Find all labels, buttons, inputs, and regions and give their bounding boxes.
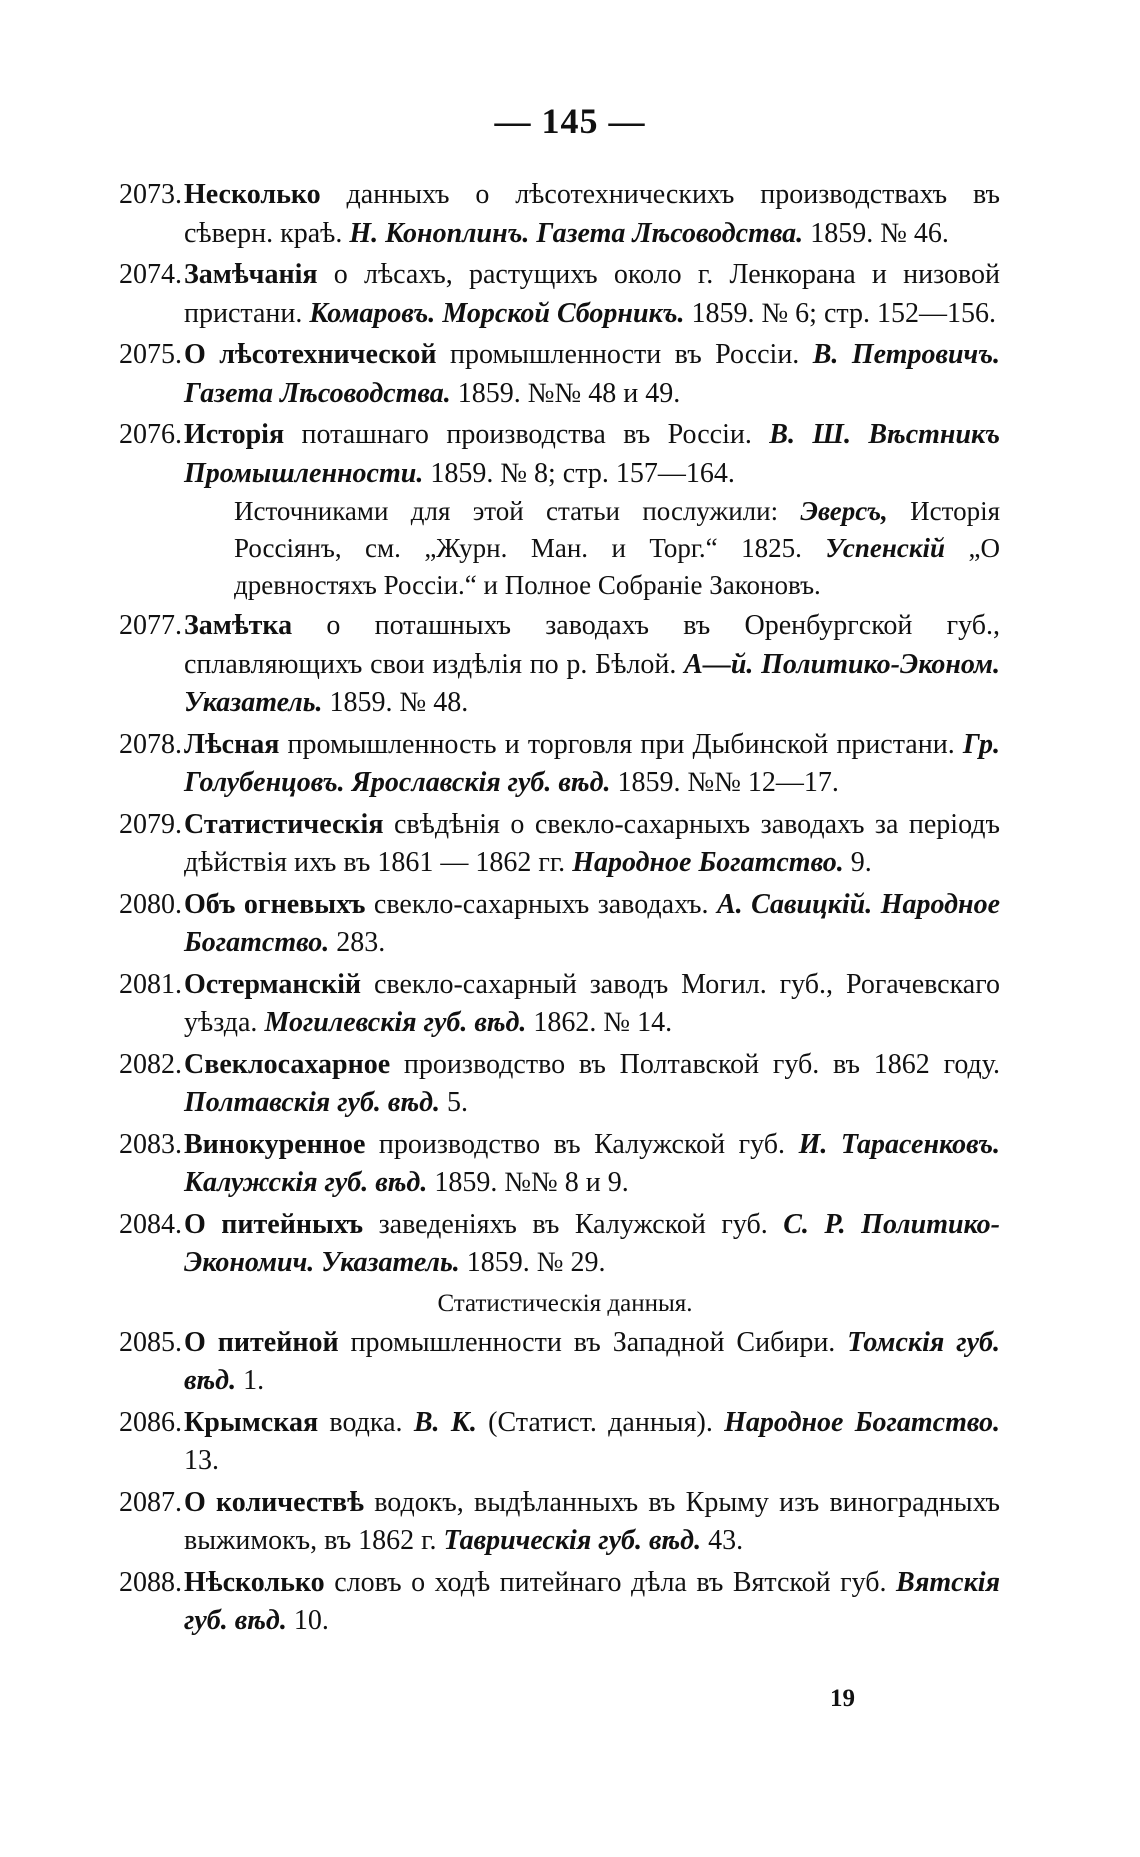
entry-text: о лѣсахъ, растущихъ около г. Ленкорана и низовой пристани. [184, 259, 1000, 329]
entry-2077 [90, 607, 1000, 723]
entry-text: промышленности въ Западной Сибири. [338, 1326, 848, 1358]
entry-title: Объ огневыхъ [184, 888, 366, 920]
entry-source: Таврическія губ. вѣд. [443, 1525, 702, 1556]
note-author: Эверсъ, [800, 496, 888, 526]
entry-text: водокъ, выдѣланныхъ въ Крыму изъ виноградныхъ выжимокъ, въ 1862 г. [184, 1486, 1000, 1556]
entry-2080 [90, 886, 1000, 963]
entry-text: данныхъ о лѣсотехническихъ производствахъ въ сѣверн. краѣ. [184, 179, 1000, 249]
entry-details-tail: 13. [184, 1445, 219, 1476]
note-lead: Источниками для этой статьи послужили: [234, 496, 801, 526]
entry-details: 1859. №№ 48 и 49. [450, 377, 681, 409]
entry-source: Полтавскія губ. вѣд. [184, 1087, 441, 1118]
entry-2088 [90, 1564, 1000, 1641]
entry-title: Лѣсная [184, 728, 280, 760]
entry-details: 1859. № 6; стр. 152—156. [684, 297, 996, 329]
entry-author: А. Савицкій. [716, 888, 873, 920]
entry-number: 2084. [119, 1208, 182, 1240]
entry-details: 1859. № 8; стр. 157—164. [423, 457, 735, 489]
entry-author: Н. Коноплинъ. [349, 217, 530, 249]
entry-text: свѣдѣнія о свекло-сахарныхъ заводахъ за періодъ дѣйствія ихъ въ 1861 — 1862 гг. [184, 808, 1000, 878]
entry-title: О количествѣ [184, 1486, 364, 1518]
entry-details: (Статист. данныя). [476, 1406, 725, 1438]
entry-source: Морской Сборникъ. [435, 297, 685, 329]
entry-source: Вѣстникъ Промышленности. [184, 419, 1000, 489]
entry-number: 2076. [119, 419, 182, 450]
entry-number: 2085. [119, 1326, 182, 1358]
entry-title: Винокуренное [184, 1128, 366, 1160]
entry-source: Могилевскія губ. вѣд. [264, 1007, 527, 1038]
entry-author: И. Тарасенковъ. [798, 1128, 1001, 1160]
entry-text: водка. [318, 1406, 414, 1438]
page-number: — 145 — [494, 101, 646, 141]
entry-text: свекло-сахарный заводъ Могил. губ., Рогачевскаго уѣзда. [184, 968, 1000, 1038]
entry-author: С. Р. [783, 1208, 846, 1240]
entry-details: 5. [440, 1087, 469, 1118]
entry-source: Народное Богатство. [572, 847, 844, 878]
entry-number: 2083. [119, 1128, 182, 1160]
entry-source: Калужскія губ. вѣд. [184, 1167, 428, 1198]
note-text: „О древностяхъ Россіи.“ и Полное Собраніе Законовъ. [234, 533, 1000, 600]
entry-author: Комаровъ. [309, 297, 436, 329]
entry-source: Народное Богатство. [184, 888, 1001, 958]
entry-2084 [90, 1206, 1000, 1283]
entry-2074 [90, 256, 1000, 333]
entry-2086 [90, 1404, 1000, 1481]
entry-title: Свеклосахарное [184, 1048, 391, 1080]
entry-number: 2081. [119, 968, 182, 1000]
entry-title: Исторія [184, 419, 285, 450]
entry-source: Томскія губ. вѣд. [184, 1326, 1000, 1396]
entry-title: Несколько [184, 179, 321, 210]
entry-text: словъ о ходѣ питейнаго дѣла въ Вятской губ. [324, 1566, 896, 1598]
entry-author: Гр. Голубенцовъ. [184, 728, 1000, 798]
entry-title: Замѣтка [184, 610, 293, 641]
entry-details: 10. [286, 1605, 329, 1636]
entry-2079 [90, 806, 1000, 883]
entry-2087 [90, 1484, 1000, 1561]
entry-number: 2086. [119, 1406, 182, 1438]
entry-details: 1. [236, 1365, 265, 1396]
entry-title: Крымская [184, 1406, 319, 1438]
entry-title: Статистическія [184, 808, 384, 840]
entry-title: О питейной [184, 1326, 339, 1358]
entry-number: 2077. [119, 610, 182, 641]
entry-details: 1859. №№ 8 и 9. [427, 1167, 629, 1198]
signature-mark: 19 [830, 1685, 855, 1712]
entry-details: 1859. № 29. [459, 1247, 606, 1278]
entry-number: 2087. [119, 1486, 182, 1518]
bibliography-list [90, 176, 1000, 1644]
entry-number: 2088. [119, 1566, 182, 1598]
entry-author: В. Ш. [769, 419, 851, 450]
entry-number: 2074. [119, 259, 182, 290]
entry-text: поташнаго производства въ Россіи. [284, 419, 770, 450]
entry-2076 [90, 416, 1000, 604]
entry-text: промышленности въ Россіи. [436, 339, 813, 370]
entry-title: Замѣчанія [184, 259, 318, 290]
entry-number: 2073. [119, 179, 182, 210]
entry-details: 1862. № 14. [526, 1007, 673, 1038]
entry-2081 [90, 966, 1000, 1043]
entry-2078 [90, 726, 1000, 803]
entry-source: Газета Лѣсоводства. [184, 377, 451, 409]
entry-title: Остерманскій [184, 968, 362, 1000]
entry-author: В. К. [413, 1406, 477, 1438]
entry-2082 [90, 1046, 1000, 1123]
entry-details: 1859. № 48. [322, 687, 469, 718]
entry-2085 [90, 1324, 1000, 1401]
note-text: Исторія Россіянъ, см. „Журн. Ман. и Торг.“ 1825. [234, 496, 1000, 563]
entry-author: В. Петровичъ. [812, 339, 1001, 370]
entry-number: 2082. [119, 1048, 182, 1080]
entry-details: 9. [843, 847, 872, 878]
entry-note [184, 493, 1000, 604]
entry-2083 [90, 1126, 1000, 1203]
entry-number: 2079. [119, 808, 182, 840]
entry-details: 283. [329, 927, 386, 958]
entry-text: производство въ Полтавской губ. въ 1862 году. [390, 1048, 1000, 1080]
entry-source: Народное Богатство. [724, 1406, 1001, 1438]
entry-text: производство въ Калужской губ. [365, 1128, 799, 1160]
section-subheading: Статистическія данныя. [437, 1289, 693, 1317]
entry-source: Политико-Эконом. Указатель. [184, 648, 1000, 718]
entry-text: о поташныхъ заводахъ въ Оренбургской губ., сплавляющихъ свои издѣлія по р. Бѣлой. [184, 610, 1000, 680]
entry-source: Ярославскія губ. вѣд. [344, 767, 611, 798]
entry-number: 2075. [119, 339, 182, 370]
entry-2075 [90, 336, 1000, 413]
entry-number: 2080. [119, 888, 182, 920]
entry-details: 1859. №№ 12—17. [610, 767, 839, 798]
entry-text: промышленность и торговля при Дыбинской пристани. [279, 728, 963, 760]
entry-title: О лѣсотехнической [184, 339, 437, 370]
entry-author: А—й. [684, 648, 754, 680]
entry-details: 1859. № 46. [803, 217, 949, 249]
entry-text: свекло-сахарныхъ заводахъ. [365, 888, 717, 920]
entry-title: О питейныхъ [184, 1208, 364, 1240]
entry-2073 [90, 176, 1000, 253]
note-author: Успенскій [825, 533, 946, 563]
entry-title: Нѣсколько [184, 1566, 325, 1598]
entry-source: Вятскія губ. вѣд. [184, 1566, 1000, 1636]
entry-source: Газета Лѣсоводства. [529, 217, 804, 249]
entry-text: заведеніяхъ въ Калужской губ. [363, 1208, 784, 1240]
entry-number: 2078. [119, 728, 182, 760]
entry-details: 43. [701, 1525, 744, 1556]
entry-source: Политико-Экономич. Указатель. [184, 1208, 1000, 1278]
